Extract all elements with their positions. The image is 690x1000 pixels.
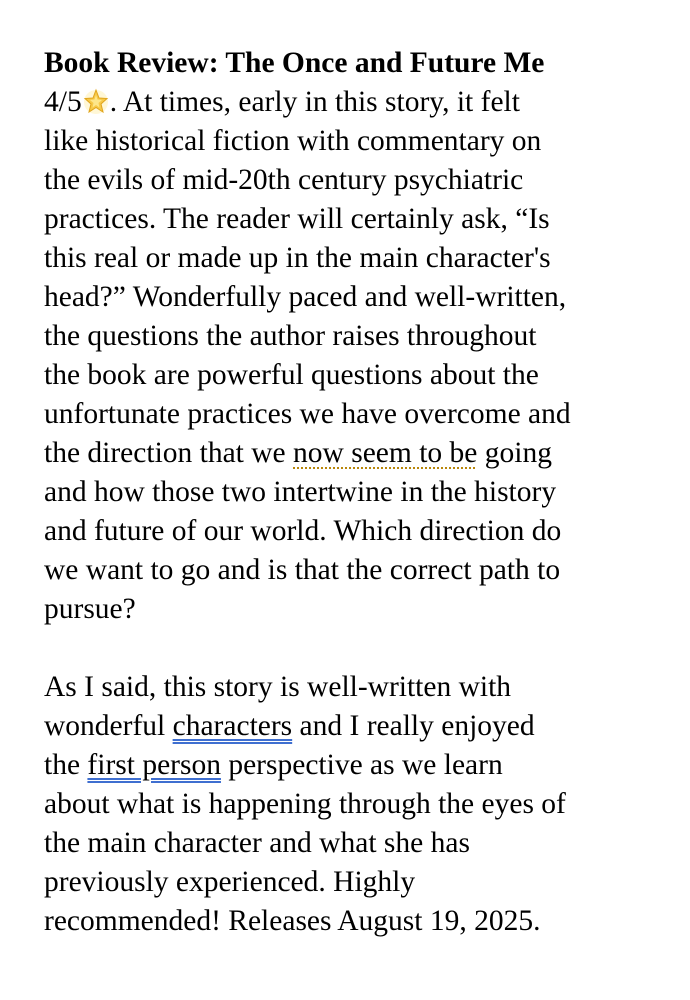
review-document xyxy=(44,44,664,941)
body-line: like historical fiction with commentary on xyxy=(44,125,542,157)
review-paragraph-2 xyxy=(44,668,664,941)
body-line: practices. The reader will certainly ask, “Is xyxy=(44,203,550,235)
body-text: and I really enjoyed xyxy=(292,710,535,742)
body-line: As I said, this story is well-written with xyxy=(44,671,512,703)
body-line xyxy=(44,746,664,785)
body-line xyxy=(44,707,664,746)
body-line: previously experienced. Highly xyxy=(44,866,416,898)
body-line: pursue? xyxy=(44,593,136,625)
body-line: head?” Wonderfully paced and well-written, xyxy=(44,281,567,313)
body-line: recommended! Releases August 19, 2025. xyxy=(44,905,541,937)
spelling-suggestion[interactable]: first person xyxy=(87,749,221,781)
body-line: about what is happening through the eyes of xyxy=(44,788,566,820)
rating-value: 4/5 xyxy=(44,86,82,118)
glowing-star-icon xyxy=(82,87,110,115)
body-line: the evils of mid-20th century psychiatric xyxy=(44,164,524,196)
body-line: unfortunate practices we have overcome and xyxy=(44,398,571,430)
body-line xyxy=(44,434,664,473)
body-line: we want to go and is that the correct path to xyxy=(44,554,561,586)
grammar-suggestion[interactable]: now seem to be xyxy=(293,437,478,469)
body-text: wonderful xyxy=(44,710,173,742)
body-line: the main character and what she has xyxy=(44,827,470,859)
body-line: . At times, early in this story, it felt xyxy=(109,86,520,118)
body-line: the book are powerful questions about the xyxy=(44,359,539,391)
body-line: and how those two intertwine in the history xyxy=(44,476,557,508)
body-line: and future of our world. Which direction do xyxy=(44,515,562,547)
body-text: the direction that we xyxy=(44,437,294,469)
body-text: going xyxy=(477,437,552,469)
body-line: the questions the author raises throughout xyxy=(44,320,537,352)
spelling-suggestion[interactable]: characters xyxy=(172,710,293,742)
review-title: Book Review: The Once and Future Me xyxy=(44,47,545,79)
body-text: the xyxy=(44,749,88,781)
body-text: perspective as we learn xyxy=(220,749,503,781)
review-paragraph-1 xyxy=(44,44,664,629)
rating-line xyxy=(44,83,664,122)
body-line: this real or made up in the main character's xyxy=(44,242,551,274)
